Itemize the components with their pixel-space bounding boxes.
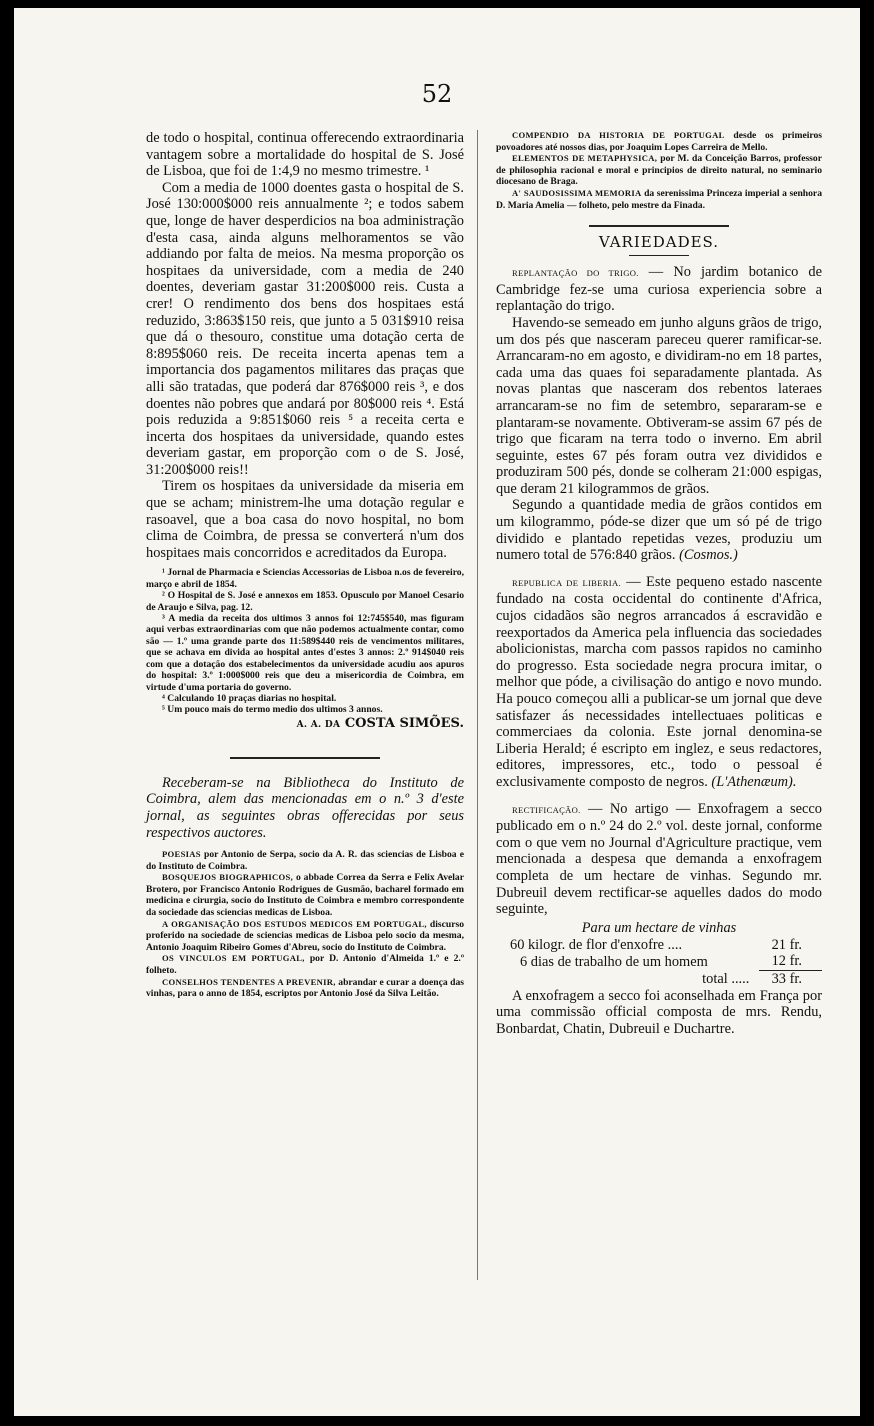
total-value: 33 fr. [771, 970, 802, 987]
book-entry [146, 872, 464, 918]
library-notice [146, 775, 464, 841]
book-entry [146, 849, 464, 872]
book-text: por D. Antonio d'Almeida 1.º e 2.º folheto. [146, 953, 464, 977]
book-title: CONSELHOS TENDENTES A PREVENIR, [162, 976, 336, 987]
page-number: 52 [421, 80, 453, 108]
left-column [146, 130, 464, 1000]
table-label: 60 kilogr. de flor d'enxofre .... [510, 936, 683, 953]
book-entry [496, 153, 822, 188]
book-title: A' SAUDOSISSIMA MEMORIA [512, 187, 642, 198]
article-text [146, 130, 464, 561]
table-value: 12 fr. [759, 953, 822, 970]
book-entry [146, 919, 464, 954]
book-entry [496, 188, 822, 211]
total-label: total ..... [702, 970, 750, 987]
article-title: REPUBLICA DE LIBERIA. [512, 577, 621, 588]
footnote: ⁴ Calculando 10 praças diarias no hospital. [162, 692, 337, 704]
book-title: POESIAS [162, 849, 201, 860]
article-paragraph: REPUBLICA DE LIBERIA. — Este pequeno estado nascente fundado na costa occidental do continente d'Africa, cujos cidadãos são negros arrancados á escravidão e reexportados da America pela influencia das sociedades abolicionistas, marcha com passos rapidos no caminho do progresso. Esta sociedade negra procura imitar, o melhor que póde, a civilisação do antigo e novo mundo. Ha pouco começou alli a publicar-se um jornal que deve satisfazer ás necessidades intellectuaes politicas e commerciaes da colonia. Este jornal denomina-se Liberia Herald; é escripto em inglez, e seus redactores, editores, impressores, etc., todo o pessoal é exclusivamente composto de negros. (L'Athenæum). [496, 573, 822, 790]
variedades-text [496, 264, 822, 918]
footnotes [146, 567, 464, 715]
book-text: desde os primeiros povoadores até nossos dias, por Joaquim Lopes Carreira de Mello. [496, 130, 822, 153]
book-title: A ORGANISAÇÃO DOS ESTUDOS MEDICOS EM PORTUGAL, [162, 918, 427, 929]
table-label: 6 dias de trabalho de um homem [520, 953, 708, 970]
signature [146, 716, 464, 731]
article-title: REPLANTAÇÃO DO TRIGO. [512, 268, 639, 279]
cost-table [496, 937, 822, 988]
book-text: por M. da Conceição Barros, professor de philosophia racional e moral e principios de direito natural, no seminario diocesano de Braga. [496, 153, 822, 188]
source-citation: (L'Athenæum). [711, 773, 797, 790]
book-title: BOSQUEJOS BIOGRAPHICOS, [162, 872, 294, 883]
paragraph: Com a media de 1000 doentes gasta o hospital de S. José 130:000$000 reis annualmente ²; e todos sabem que, longe de haver desperdicios na boa administração d'esta casa, ainda alguns melhoramentos se vão addiando por falta de meios. Na mesma proporção os hospitaes da universidade, com a media de 240 doentes, deveriam gastar 31:200$000 reis. Custa a crer! O rendimento dos bens dos hospitaes está reduzido, 3:863$150 reis, que junto a 5 031$910 reisa que dá o thesouro, constitue uma dotação certa de 8:895$060 reis. De receita incerta apenas tem a importancia dos pagamentos militares das praças que alli são tratadas, que poderá dar 876$000 reis ³, e dos doentes não pobres que andará por 80$000 reis ⁴. Está pois reduzida a 9:851$060 reis ⁵ a receita certa e incerta dos hospitaes da universidade, quando estes deveriam gastar, em proporção com o de S. José, 31:200$000 reis!! [146, 179, 464, 478]
book-list [146, 849, 464, 1000]
table-title: Para um hectare de vinhas [581, 919, 737, 936]
book-entry [496, 130, 822, 153]
table-value: 21 fr. [771, 936, 802, 953]
book-entry [146, 977, 464, 1000]
paragraph: Tirem os hospitaes da universidade da miseria em que se acham; ministrem-lhe uma dotação regular e rasoavel, que a boa casa do novo hospital, no bom clima de Coimbra, de pressa se converterá n'um dos hospitaes mais concorridos e acreditados da Europa. [146, 478, 464, 561]
book-entry [146, 953, 464, 976]
column-divider [477, 130, 478, 1280]
newspaper-page [14, 8, 860, 1416]
article-paragraph: REPLANTAÇÃO DO TRIGO. — No jardim botanico de Cambridge fez-se uma curiosa experiencia sobre a replantação do trigo. [496, 264, 822, 315]
table-total-row [496, 970, 822, 987]
book-text: da serenissima Princeza imperial a senhora D. Maria Amelia — folheto, pelo mestre da Finada. [496, 187, 822, 211]
book-title: OS VINCULOS EM PORTUGAL, [162, 953, 305, 964]
closing-text [496, 988, 822, 1038]
source-citation: (Cosmos.) [679, 547, 738, 564]
right-column [496, 130, 822, 1037]
section-heading: VARIEDADES. [598, 233, 720, 252]
signature-name: COSTA SIMÕES. [344, 715, 464, 731]
article-paragraph: Segundo a quantidade media de grãos contidos em um kilogrammo, póde-se dizer que um só pé de trigo dividido e plantado repetidas vezes, produziu um numero total de 576:840 grãos. (Cosmos.) [496, 497, 822, 564]
footnote: ² O Hospital de S. José e annexos em 1853. Opusculo por Manoel Cesario de Araujo e Silva, pag. 12. [146, 590, 464, 613]
closing-paragraph: A enxofragem a secco foi aconselhada em França por uma commissão official composta de mrs. Rendu, Bonbardat, Chatin, Dubreuil e Duchartre. [496, 987, 822, 1037]
article-paragraph: RECTIFICAÇÃO. — No artigo — Enxofragem a secco publicado em o n.º 24 do 2.º vol. deste jornal, conforme com o que vem no Journal d'Agriculture practique, vem mencionada a despesa que demanda a enxofragem completa de um hectare de vinhas. Segundo mr. Dubreuil devem rectificar-se aquelles dados do modo seguinte, [496, 800, 822, 918]
book-text: discurso proferido na sociedade de sciencias medicas de Lisboa pelo socio da mesma, Antonio Joaquim Ribeiro Gomes d'Abreu, socio do Instituto de Coimbra. [146, 918, 464, 953]
footnote: ⁵ Um pouco mais do termo medio dos ultimos 3 annos. [162, 704, 383, 716]
footnote: ¹ Jornal de Pharmacia e Sciencias Accessorias de Lisboa n.os de fevereiro, março e abril de 1854. [146, 567, 464, 590]
footnote: ³ A media da receita dos ultimos 3 annos foi 12:745$540, mas figuram aqui verbas extraordinarias com que não podemos actualmente contar, como são — 1.º uma grande parte dos 11:589$440 reis de vencimentos militares, que se achava em divida ao hospital antes d'estes 3 annos: 2.º 914$040 reis com que a dotação dos estabelecimentos da universidade acudiu aos apuros do hospital: 3.º 1:000$000 reis que deu a misericordia de Coimbra, em virtude d'uma portaria do governo. [146, 613, 464, 693]
table-row [496, 937, 822, 954]
book-title: ELEMENTOS DE METAPHYSICA, [512, 153, 658, 164]
book-title: COMPENDIO DA HISTORIA DE PORTUGAL [512, 130, 725, 140]
signature-initials: A. A. DA [296, 719, 341, 730]
book-text: abrandar e curar a doença das vinhas, para o anno de 1854, escriptos por Antonio José da Silva Leitão. [146, 976, 464, 1000]
article-paragraph: Havendo-se semeado em junho alguns grãos de trigo, um dos pés que nasceram pareceu querer ramificar-se. Arrancaram-no em agosto, e dividiram-no em 18 partes, cada uma das quaes foi separadamente plantada. As novas plantas que nasceram dos rebentos lateraes arrancaram-se no fim de setembro, separaram-se e plantaram-se novamente. Obtiveram-se assim 67 pés de trigo que ficaram na terra todo o inverno. Em abril seguinte, estes 67 pés foram outra vez divididos e produziram 500 pés, donde se colheram 21:000 espigas, que deram 21 kilogrammos de grãos. [496, 314, 822, 497]
book-text: o abbade Correa da Serra e Felix Avelar Brotero, por Francisco Antonio Rodrigues de Gusmão, bacharel formado em medicina e cirurgia, socio do Instituto de Coimbra e membro correspondente da sociedade das sciencias medicas de Lisboa. [146, 872, 464, 919]
article-title: RECTIFICAÇÃO. [512, 804, 581, 815]
book-text: por Antonio de Serpa, socio da A. R. das sciencias de Lisboa e do Instituto de Coimbra. [146, 849, 464, 872]
library-notice-text: Receberam-se na Bibliotheca do Instituto de Coimbra, alem das mencionadas em o n.º 3 d'este jornal, as seguintes obras offerecidas por seus respectivos auctores. [146, 774, 464, 841]
paragraph: de todo o hospital, continua offerecendo extraordinaria vantagem sobre a mortalidade do hospital de S. José de Lisboa, que foi de 1:4,9 no mesmo trimestre. ¹ [146, 130, 464, 180]
table-row [496, 953, 822, 970]
book-list-continued [496, 130, 822, 211]
